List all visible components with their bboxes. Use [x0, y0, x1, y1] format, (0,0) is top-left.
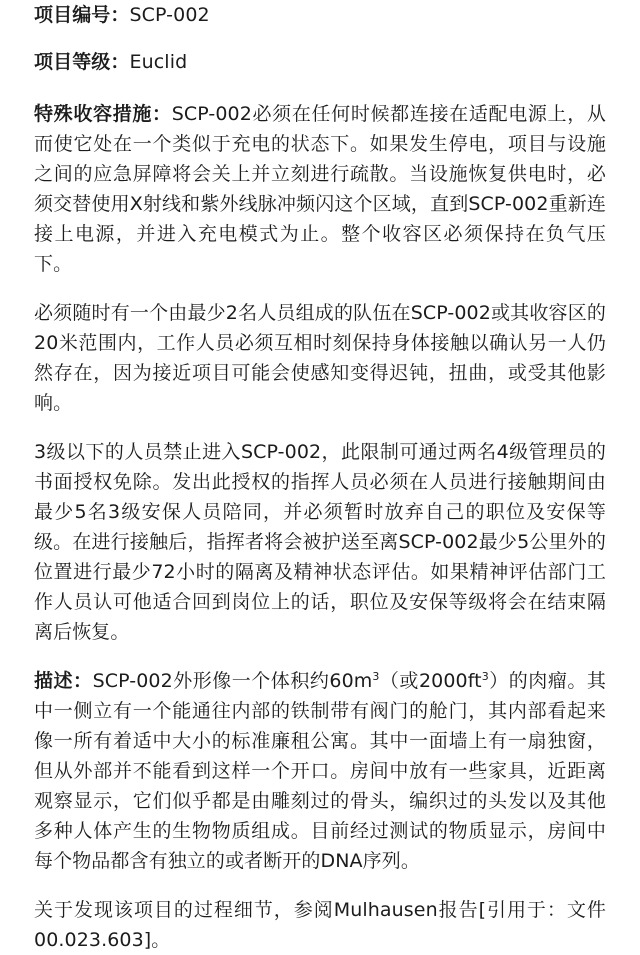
item-number-value: SCP-002	[129, 4, 210, 26]
containment-text-3: 3级以下的人员禁止进入SCP-002，此限制可通过两名4级管理员的书面授权免除。发出此授权的指挥人员必须在人员进行接触期间由最少5名3级安保人员陪同，并必须暂时放弃自己的职位及安保等级。在进行接触后，指挥者将会被护送至离SCP-002最少5公里外的位置进行最少72小时的隔离及精神状态评估。如果精神评估部门工作人员认可他适合回到岗位上的话，职位及安保等级将会在结束隔离后恢复。	[34, 441, 606, 643]
description-text-c: ）的肉瘤。其中一侧立有一个能通往内部的铁制带有阀门的舱门，其内部看起来像一所有着适中大小的标准廉租公寓。其中一面墙上有一扇独窗，但从外部并不能看到这样一个开口。房间中放有一些家具，近距离观察显示，它们似乎都是由雕刻过的骨头，编织过的头发以及其他多种人体产生的生物物质组成。目前经过测试的物质显示，房间中每个物品都含有独立的或者断开的DNA序列。	[34, 670, 606, 872]
containment-text-1: SCP-002必须在任何时候都连接在适配电源上，从而使它处在一个类似于充电的状态下。如果发生停电，项目与设施之间的应急屏障将会关上并立刻进行疏散。当设施恢复供电时，必须交替使用X射线和紫外线脉冲频闪这个区域，直到SCP-002重新连接上电源，并进入充电模式为止。整个收容区必须保持在负气压下。	[34, 103, 607, 275]
containment-paragraph-3	[34, 437, 606, 647]
containment-paragraph-1	[34, 99, 606, 279]
item-number-line	[34, 0, 606, 30]
superscript-cubed-a: 3	[372, 670, 380, 683]
item-number-label: 项目编号：	[34, 4, 130, 26]
discovery-paragraph	[34, 895, 606, 955]
containment-text-2: 必须随时有一个由最少2名人员组成的队伍在SCP-002或其收容区的20米范围内，工作人员必须互相时刻保持身体接触以确认另一人仍然存在，因为接近项目可能会使感知变得迟钝，扭曲，或受其他影响。	[34, 302, 606, 414]
description-text-b: （或2000ft	[379, 670, 482, 692]
description-paragraph	[34, 666, 606, 876]
description-text-a: SCP-002外形像一个体积约60m	[92, 670, 373, 692]
superscript-cubed-b: 3	[481, 670, 489, 683]
object-class-line	[34, 47, 606, 77]
object-class-value: Euclid	[129, 51, 188, 73]
containment-label: 特殊收容措施：	[34, 103, 172, 125]
discovery-text: 关于发现该项目的过程细节，参阅Mulhausen报告[引用于：文件00.023.603]。	[34, 899, 606, 951]
description-label: 描述：	[34, 670, 93, 692]
object-class-label: 项目等级：	[34, 51, 130, 73]
containment-paragraph-2	[34, 298, 606, 418]
